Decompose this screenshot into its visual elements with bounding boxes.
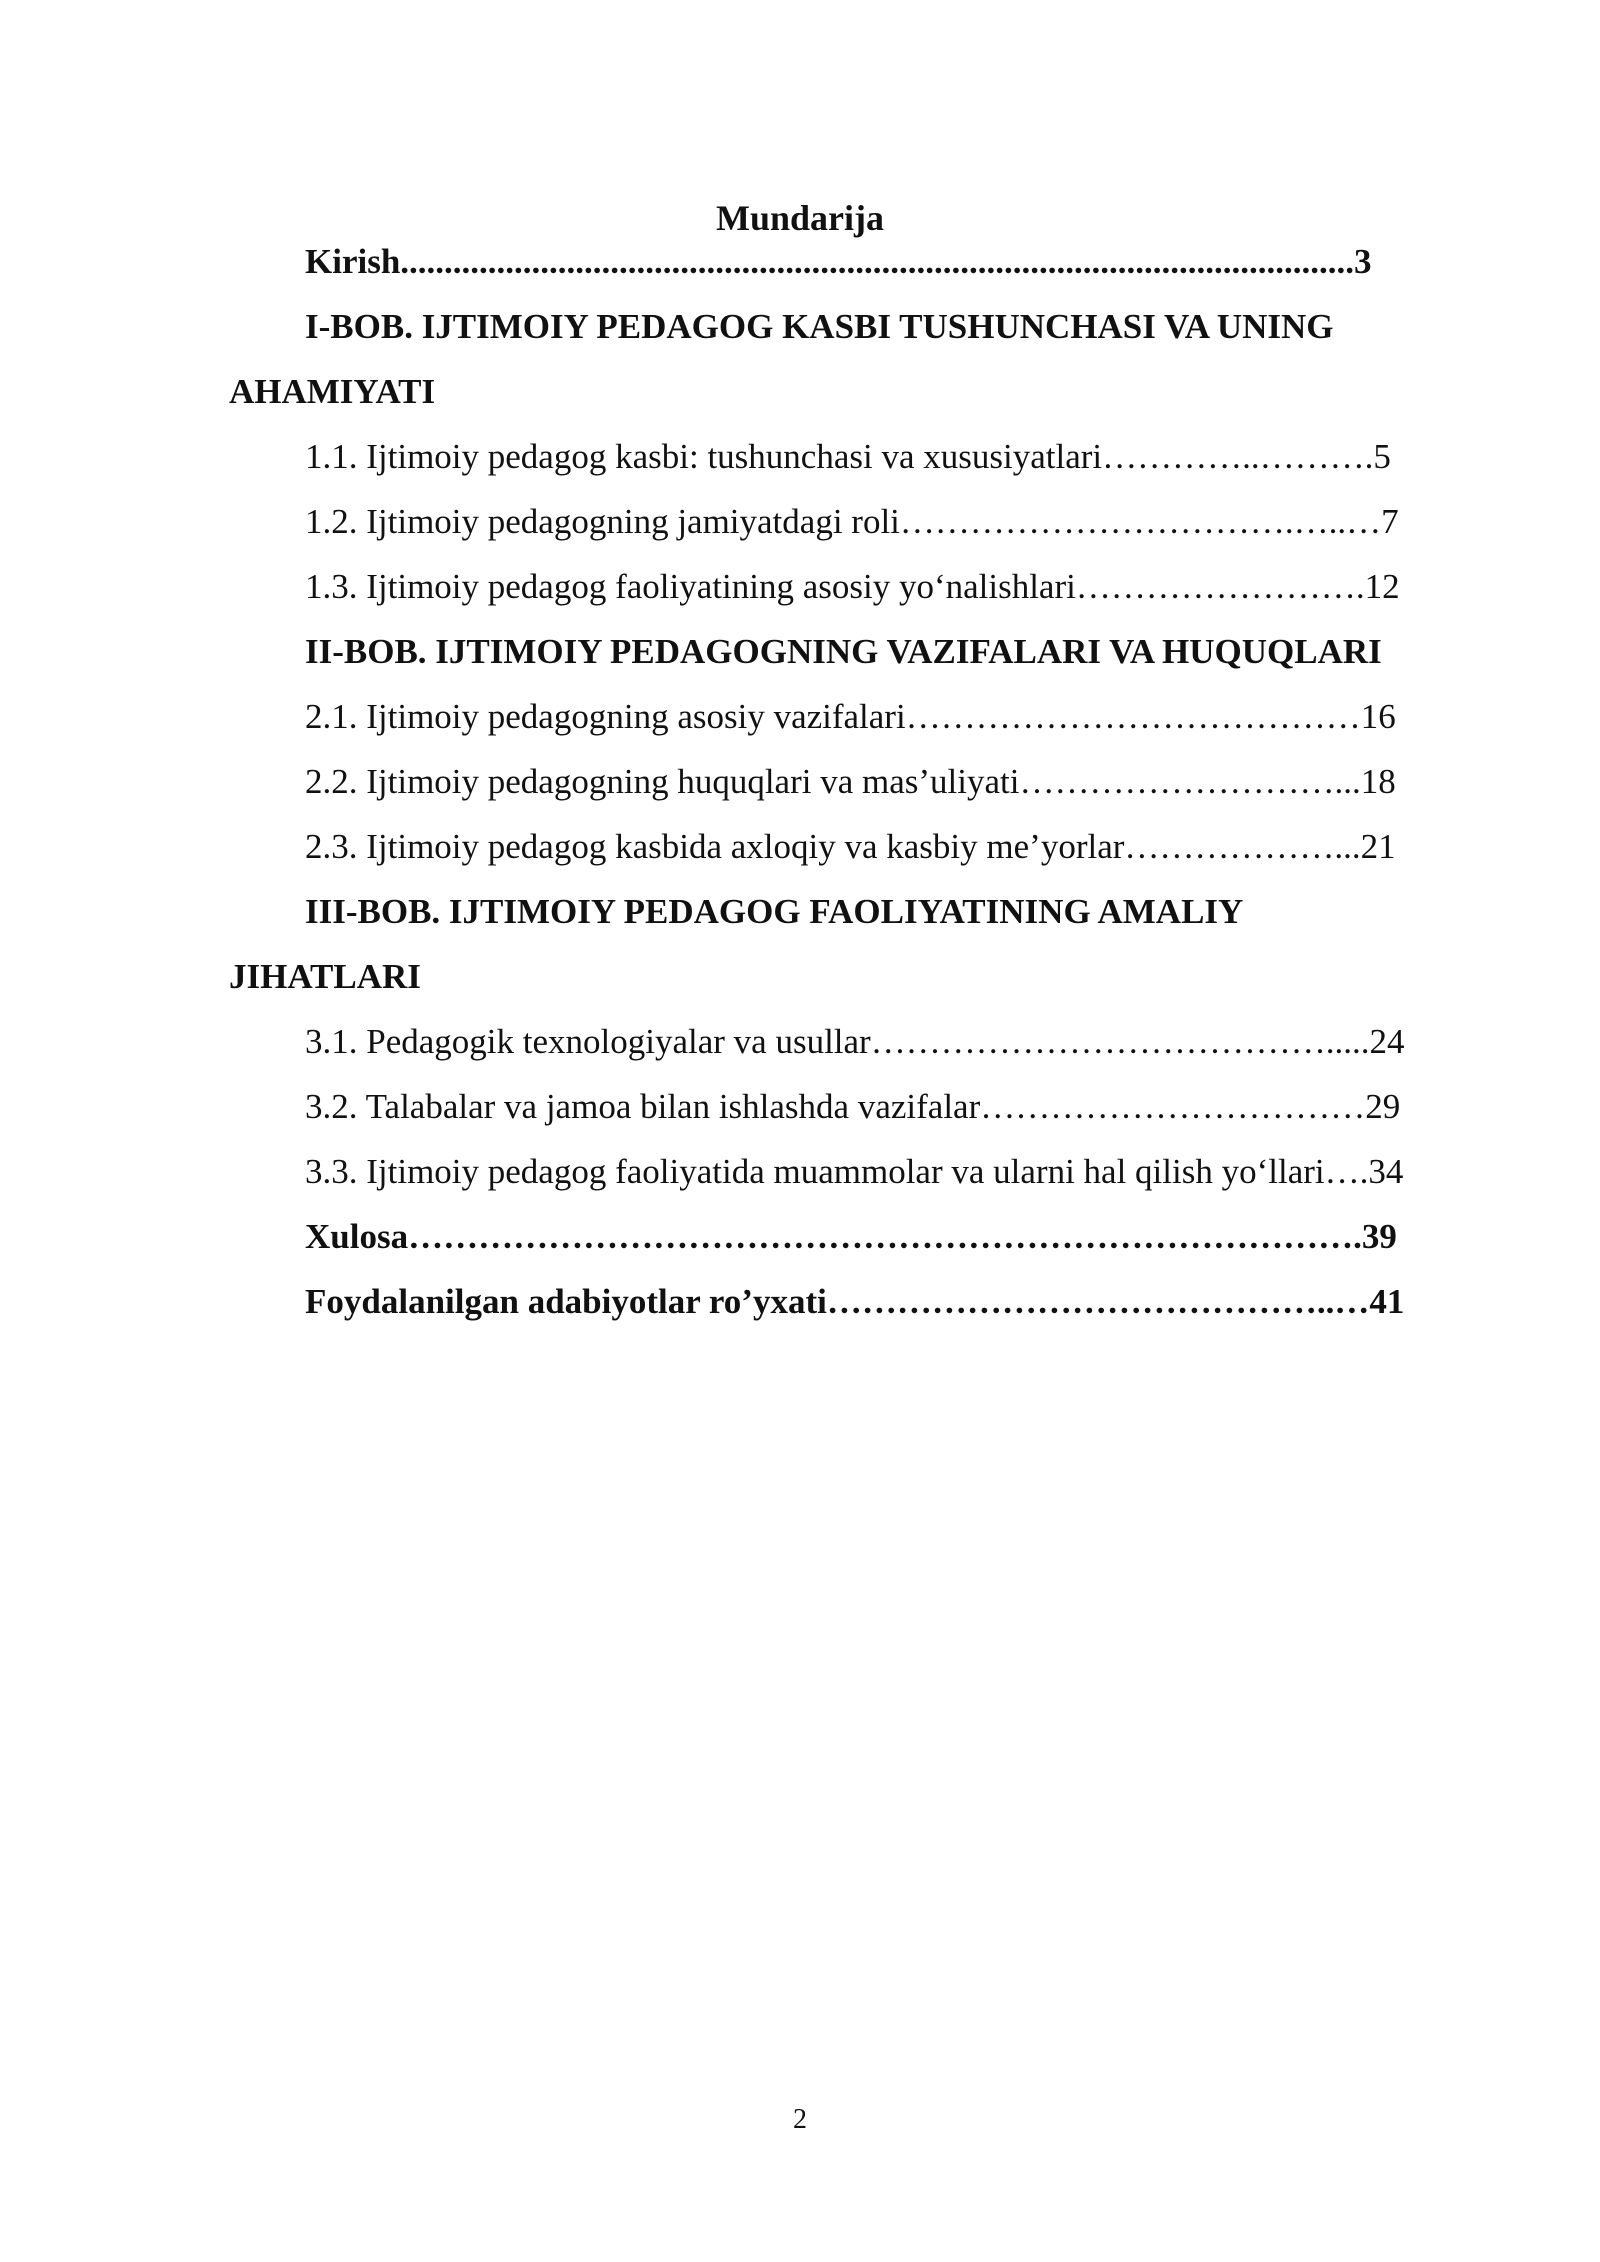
toc-chapter-1-heading-cont: AHAMIYATI — [229, 372, 436, 411]
toc-entry-references: Foydalanilgan adabiyotlar ro’yxati……………………………………..…41 — [305, 1282, 1405, 1321]
toc-chapter-3-heading: III-BOB. IJTIMOIY PEDAGOG FAOLIYATINING AMALIY — [305, 892, 1244, 931]
page-number: 2 — [793, 2104, 807, 2135]
toc-entry-3-2: 3.2. Talabalar va jamoa bilan ishlashda vazifalar……………………………29 — [305, 1087, 1401, 1126]
toc-entry-3-3: 3.3. Ijtimoiy pedagog faoliyatida muammolar va ularni hal qilish yo‘llari….34 — [305, 1152, 1404, 1191]
toc-entry-2-1: 2.1. Ijtimoiy pedagogning asosiy vazifalari…………………………………16 — [305, 697, 1396, 736]
toc-entry-xulosa: Xulosa……………………………………………………………………….39 — [305, 1217, 1397, 1256]
toc-entry-1-1: 1.1. Ijtimoiy pedagog kasbi: tushunchasi va xususiyatlari…………..……….5 — [305, 437, 1391, 476]
toc-entry-3-1: 3.1. Pedagogik texnologiyalar va usullar………………………………….....24 — [305, 1022, 1405, 1061]
toc-entry-2-3: 2.3. Ijtimoiy pedagog kasbida axloqiy va kasbiy me’yorlar………………...21 — [305, 827, 1396, 866]
toc-chapter-1-heading: I-BOB. IJTIMOIY PEDAGOG KASBI TUSHUNCHASI VA UNING — [305, 307, 1334, 346]
page-title: Mundarija — [715, 198, 884, 238]
toc-entry-kirish: Kirish.............................................................................................................3 — [305, 242, 1372, 281]
toc-entry-1-3: 1.3. Ijtimoiy pedagog faoliyatining asosiy yo‘nalishlari…………………….12 — [305, 567, 1400, 606]
toc-chapter-3-heading-cont: JIHATLARI — [229, 957, 421, 996]
toc-entry-2-2: 2.2. Ijtimoiy pedagogning huquqlari va mas’uliyati………………………...18 — [305, 762, 1396, 801]
toc-entry-1-2: 1.2. Ijtimoiy pedagogning jamiyatdagi roli…………………………….…..…7 — [305, 502, 1399, 541]
toc-chapter-2-heading: II-BOB. IJTIMOIY PEDAGOGNING VAZIFALARI VA HUQUQLARI — [305, 632, 1382, 671]
